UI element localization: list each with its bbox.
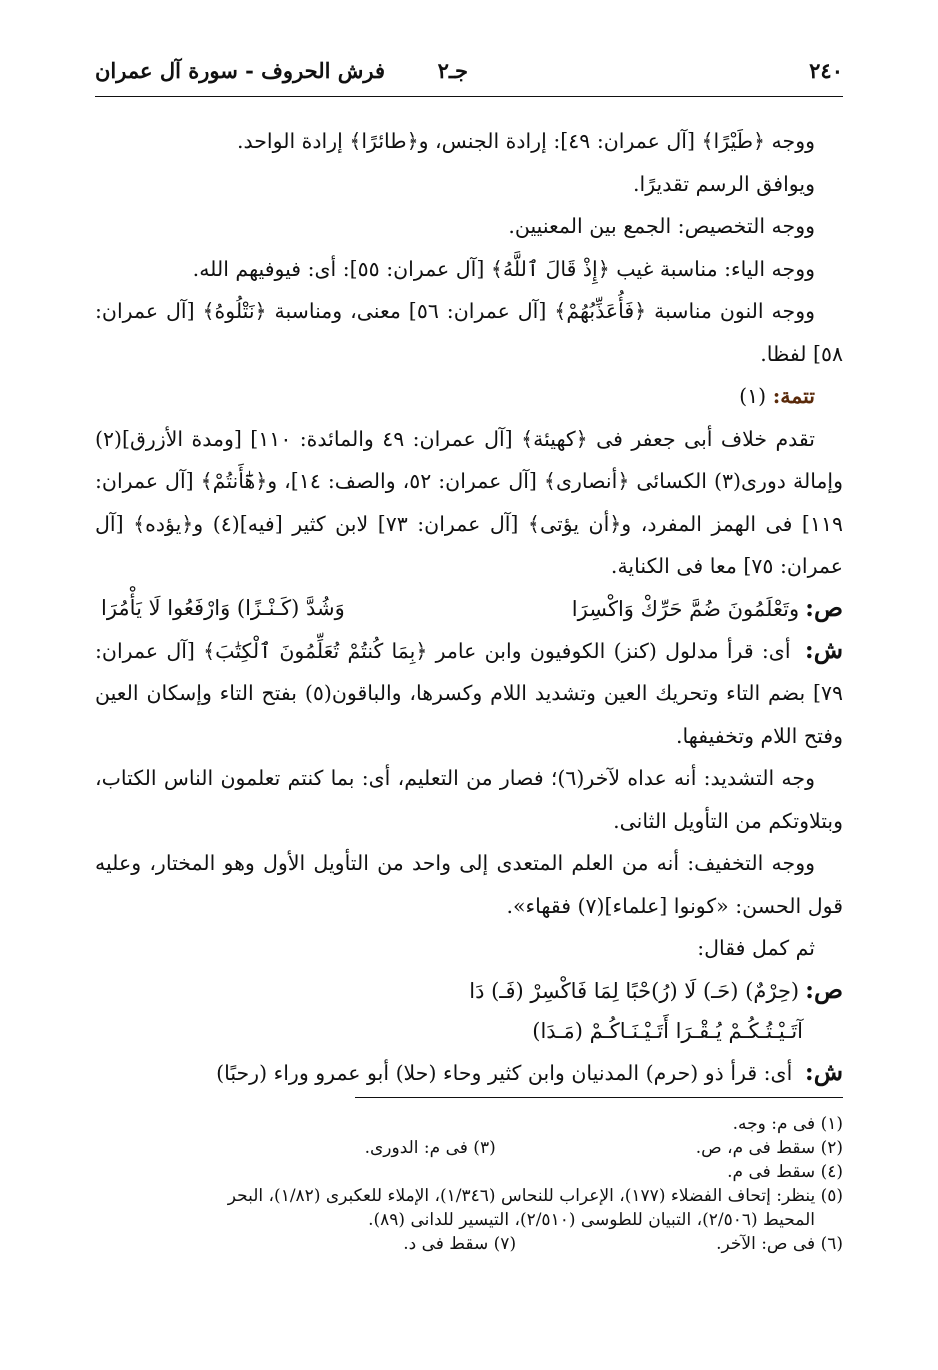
- paragraph: ووجه ﴿طَيْرًا﴾ [آل عمران: ٤٩]: إرادة الجنس، و﴿طائرًا﴾ إرادة الواحد.: [236, 129, 815, 153]
- commentary-text: أى: قرأ مدلول (كنز) الكوفيون وابن عامر ﴿بِمَا كُنتُمْ تُعَلِّمُونَ ٱلْكِتَٰبَ﴾ [آل عمران: ٧٩] بضم التاء وتحريك العين وتشديد اللام وكسرها، والباقون(٥) بفتح التاء وإسكان العين وفتح اللام وتخفيفها.: [95, 638, 843, 748]
- paragraph: ثم كمل فقال:: [697, 936, 815, 960]
- poem-verse: [95, 588, 843, 629]
- paragraph: ووجه التخصيص: الجمع بين المعنيين.: [508, 214, 815, 238]
- verse-hemistich: وتَعْلَمُونَ ضُمَّ حَرِّكْ وَاكْسِرَا: [571, 596, 800, 621]
- footnote: (٤) سقط فى م.: [727, 1162, 843, 1182]
- chapter-title: فرش الحروف - سورة آل عمران: [95, 58, 386, 83]
- paragraph: وجه التشديد: أنه عداه لآخر(٦)؛ فصار من التعليم، أى: بما كنتم تعلمون الناس الكتاب، وبتلاوتكم من التأويل الثانى.: [95, 766, 843, 833]
- commentary-paragraph: [95, 629, 843, 758]
- footnote: (٣) فى م: الدورى.: [364, 1138, 496, 1158]
- footnotes: [95, 1112, 843, 1256]
- running-header: [95, 58, 843, 90]
- main-text: [95, 120, 843, 1094]
- volume-label: جـ٢: [437, 58, 468, 83]
- verse-hemistich: آتَـيْـتُـكُـمْ يُـقْـرَا أَتَـيْـنَـاكُـمْ (مَـدَا): [532, 1018, 803, 1043]
- verse-hemistich: وَشُدَّ (كَـنْـزًا) وَارْفَعُوا لَا يَأْمُرَا: [101, 595, 345, 620]
- header-divider: [95, 96, 843, 97]
- commentary-paragraph: [95, 1051, 843, 1095]
- paragraph: ويوافق الرسم تقديرًا.: [633, 171, 815, 196]
- poem-verse: [95, 970, 843, 1011]
- label-shin: ش:: [804, 634, 843, 664]
- paragraph: ووجه التخفيف: أنه من العلم المتعدى إلى واحد من التأويل الأول وهو المختار، وعليه قول الحسن: «كونوا [علماء](٧) فقهاء».: [95, 851, 843, 918]
- label-shin: ش:: [804, 1056, 843, 1086]
- footnote: (٧) سقط فى د.: [403, 1234, 517, 1254]
- commentary-text: أى: قرأ ذو (حرم) المدنيان وابن كثير وحاء (حلا) أبو عمرو وراء (رحبًا): [216, 1060, 793, 1085]
- footnote: (٦) فى ص: الآخر.: [716, 1234, 843, 1254]
- verse-hemistich: (حِرْمٌ) (حَـ) لَا (رُ)حْبًا لِمَا فَاكْسِرْ (فَـ) دَا: [469, 978, 800, 1003]
- paragraph: تقدم خلاف أبى جعفر فى ﴿كهيئة﴾ [آل عمران: ٤٩ والمائدة: ١١٠] [ومدة الأزرق](٢) وإمالة دورى(٣) الكسائى ﴿أنصارى﴾ [آل عمران: ٥٢، والصف: ١٤]، و﴿هَٰٓأَنتُمْ﴾ [آل عمران: ١١٩] فى الهمز المفرد، و﴿أن يؤتى﴾ [آل عمران: ٧٣] لابن كثير [فيه](٤) و﴿يؤده﴾ [آل عمران: ٧٥] معا فى الكناية.: [95, 426, 844, 578]
- heading-text: تتمة:: [772, 384, 815, 408]
- paragraph: ووجه النون مناسبة ﴿فَأُعَذِّبُهُمْ﴾ [آل عمران: ٥٦] معنى، ومناسبة ﴿نَتْلُوهُ﴾ [آل عمران: ٥٨] لفظا.: [95, 299, 843, 366]
- paragraph: ووجه الياء: مناسبة غيب ﴿إِذْ قَالَ ٱللَّهُ﴾ [آل عمران: ٥٥]: أى: فيوفيهم الله.: [192, 256, 815, 281]
- footnote-line: المحيط (٢/٥٠٦)، التبيان للطوسى (٢/٥١٠)، التيسير للدانى (٨٩).: [368, 1210, 815, 1230]
- footnote-line: (٥) ينظر: إتحاف الفضلاء (١٧٧)، الإعراب للنحاس (١/٣٤٦)، الإملاء للعكبرى (١/٨٢)، البحر: [227, 1186, 843, 1206]
- poem-verse: [95, 1011, 843, 1051]
- page-number: ٢٤٠: [809, 58, 843, 83]
- heading-footnote-ref: (١): [739, 384, 767, 408]
- footnote: (١) فى م: وجه.: [732, 1114, 843, 1134]
- footnote: (٢) سقط فى م، ص.: [695, 1138, 843, 1158]
- label-sad: ص:: [805, 974, 843, 1004]
- label-sad: ص:: [805, 592, 843, 622]
- section-heading: [95, 375, 843, 418]
- footnote-divider: [355, 1097, 843, 1098]
- footnote: [95, 1184, 843, 1232]
